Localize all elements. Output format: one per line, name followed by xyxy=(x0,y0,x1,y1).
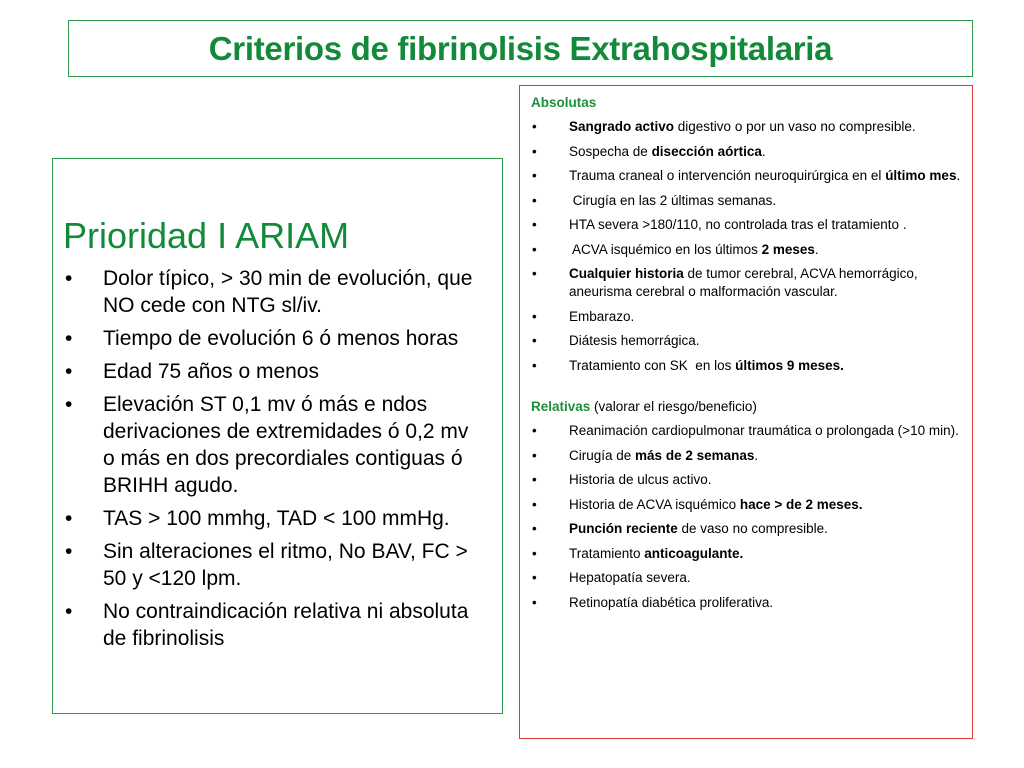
list-item: • TAS > 100 mmhg, TAD < 100 mmHg. xyxy=(65,507,450,530)
list-item: • Cirugía de más de 2 semanas. xyxy=(532,447,759,463)
priority-criteria-list xyxy=(63,265,484,652)
absolutas-heading: Absolutas xyxy=(531,95,597,110)
list-item: • Historia de ulcus activo. xyxy=(532,472,712,487)
list-item: • Sin alteraciones el ritmo, No BAV, FC > 50 y <120 lpm. xyxy=(65,540,468,590)
list-item: • Reanimación cardiopulmonar traumática o prolongada (>10 min). xyxy=(532,423,959,438)
relativas-list xyxy=(531,422,964,612)
list-item: • Cirugía en las 2 últimas semanas. xyxy=(532,192,777,208)
list-item: • Cualquier historia de tumor cerebral, ACVA hemorrágico, aneurisma cerebral o malformación vascular. xyxy=(532,266,918,299)
list-item: • Punción reciente de vaso no compresible. xyxy=(532,521,828,536)
contraindications-box xyxy=(519,85,973,739)
list-item: • Hepatopatía severa. xyxy=(532,570,691,585)
list-item: • Diátesis hemorrágica. xyxy=(532,333,700,348)
list-item: • Elevación ST 0,1 mv ó más e ndos derivaciones de extremidades ó 0,2 mv o más en dos precordiales contiguas ó BRIHH agudo. xyxy=(65,393,469,497)
list-item: • Tratamiento con SK en los últimos 9 meses. xyxy=(532,357,844,373)
absolutas-list xyxy=(531,118,964,375)
list-item: • Tiempo de evolución 6 ó menos horas xyxy=(65,327,459,350)
list-item: • Dolor típico, > 30 min de evolución, que NO cede con NTG sl/iv. xyxy=(65,267,473,317)
section-gap xyxy=(531,381,964,398)
list-item: • No contraindicación relativa ni absoluta de fibrinolisis xyxy=(65,600,469,650)
list-item: • ACVA isquémico en los últimos 2 meses. xyxy=(532,241,819,257)
list-item: • Edad 75 años o menos xyxy=(65,360,319,383)
list-item: • Embarazo. xyxy=(532,308,635,324)
list-item: • HTA severa >180/110, no controlada tras el tratamiento . xyxy=(532,217,907,232)
page-title: Criterios de fibrinolisis Extrahospitalaria xyxy=(208,29,833,67)
priority-box xyxy=(52,158,503,714)
title-box xyxy=(68,20,973,77)
priority-heading: Prioridad I ARIAM xyxy=(63,215,350,256)
list-item: • Sangrado activo digestivo o por un vaso no compresible. xyxy=(532,119,916,134)
list-item: • Tratamiento anticoagulante. xyxy=(532,545,744,561)
list-item: • Retinopatía diabética proliferativa. xyxy=(532,594,774,610)
list-item: • Sospecha de disección aórtica. xyxy=(532,143,766,159)
list-item: • Trauma craneal o intervención neuroquirúrgica en el último mes. xyxy=(532,168,961,183)
list-item: • Historia de ACVA isquémico hace > de 2 meses. xyxy=(532,496,863,512)
relativas-heading: Relativas (valorar el riesgo/beneficio) xyxy=(531,399,757,414)
